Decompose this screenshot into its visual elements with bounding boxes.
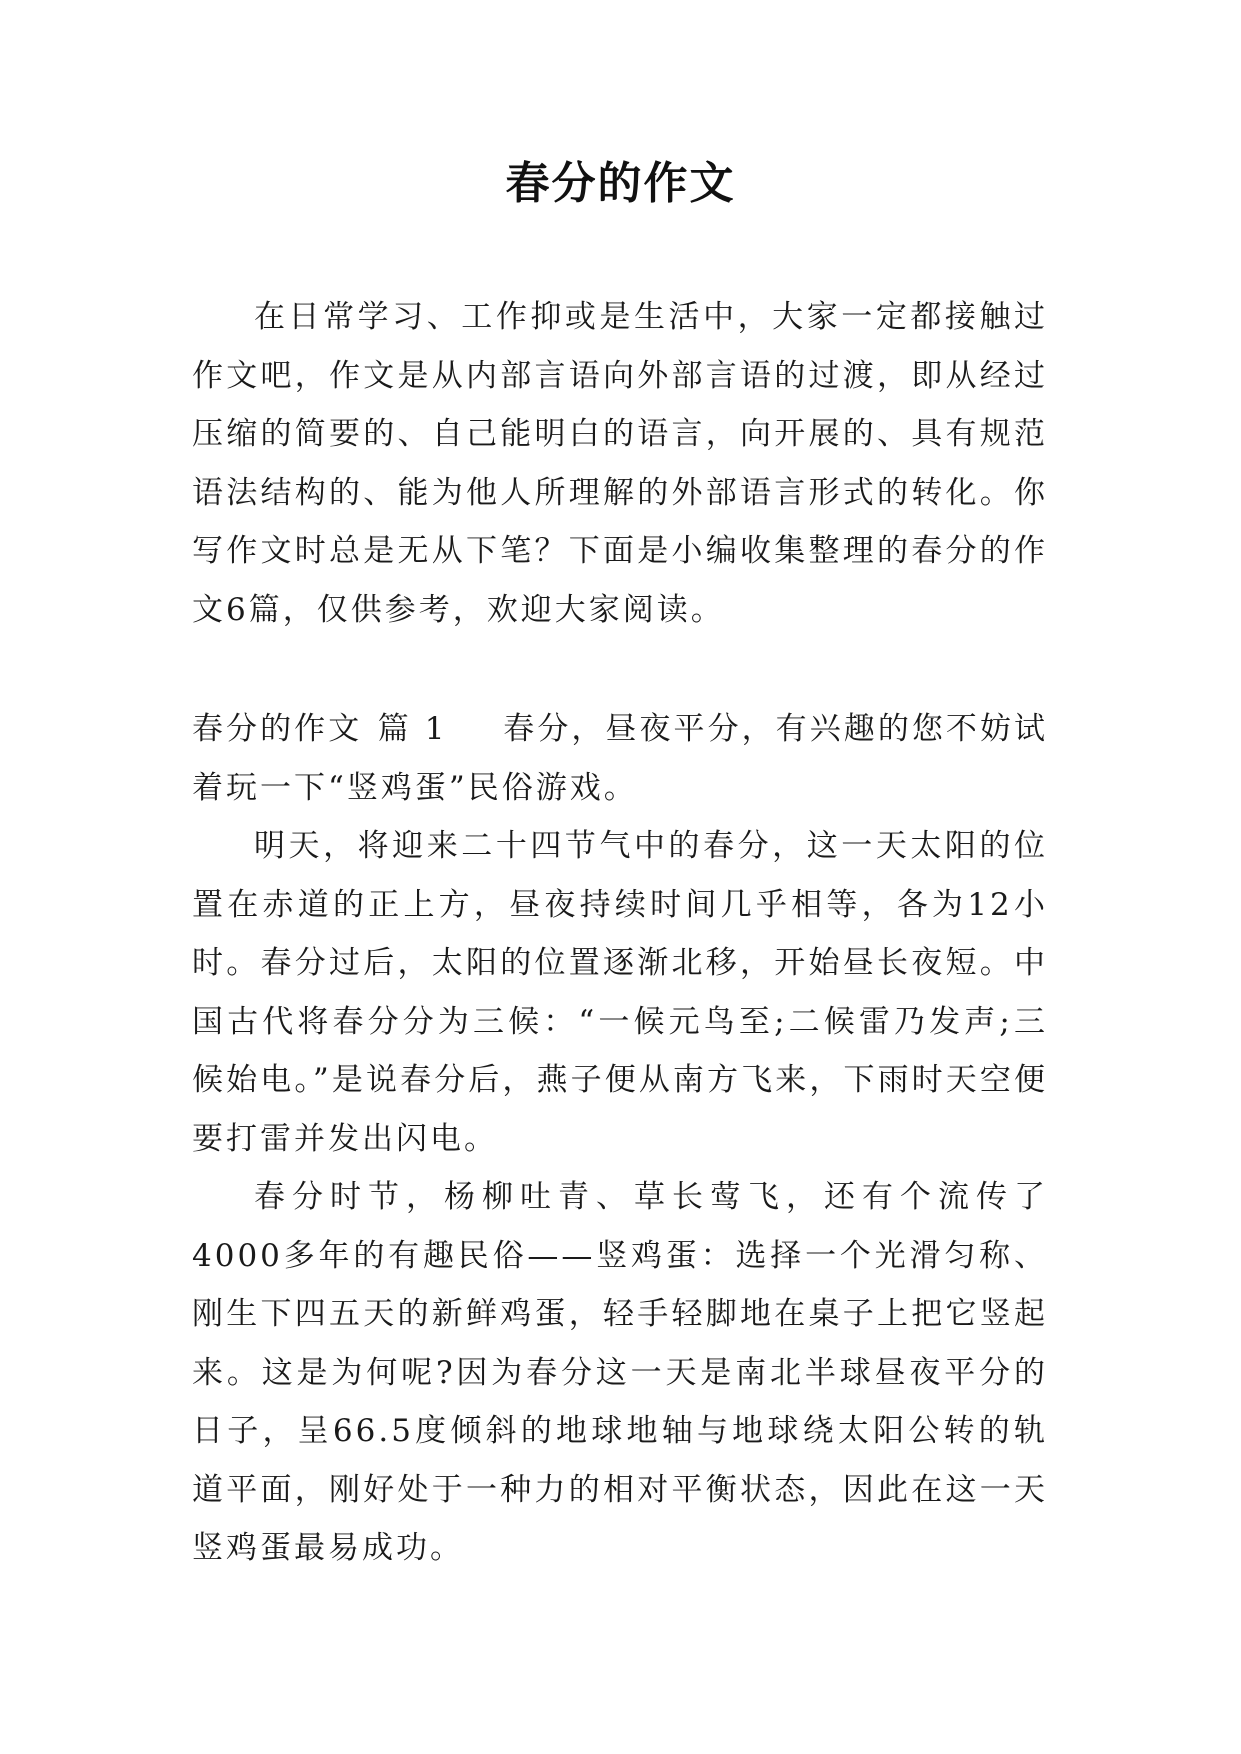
section-1-paragraph: 春分时节，杨柳吐青、草长莺飞，还有个流传了4000多年的有趣民俗——竖鸡蛋：选择一个光滑匀称、刚生下四五天的新鲜鸡蛋，轻手轻脚地在桌子上把它竖起来。这是为何呢?因为春分这一天是南北半球昼夜平分的日子，呈66.5度倾斜的地球地轴与地球绕太阳公转的轨道平面，刚好处于一种力的相对平衡状态，因此在这一天竖鸡蛋最易成功。 bbox=[192, 1179, 1048, 1566]
document-title: 春分的作文 bbox=[505, 158, 736, 209]
section-1-lead-paragraph bbox=[192, 700, 1048, 817]
section-1-heading bbox=[192, 711, 447, 747]
section-heading-text: 春分的作文 bbox=[192, 711, 363, 747]
intro-paragraph: 在日常学习、工作抑或是生活中，大家一定都接触过作文吧，作文是从内部言语向外部言语的过渡，即从经过压缩的简要的、自己能明白的语言，向开展的、具有规范语法结构的、能为他人所理解的外部语言形式的转化。你写作文时总是无从下笔？下面是小编收集整理的春分的作文6篇，仅供参考，欢迎大家阅读。 bbox=[192, 299, 1048, 628]
intro-block bbox=[192, 288, 1048, 639]
section-number: 篇 1 bbox=[377, 711, 448, 747]
section-1-paragraph: 明天，将迎来二十四节气中的春分，这一天太阳的位置在赤道的正上方，昼夜持续时间几乎相等，各为12小时。春分过后，太阳的位置逐渐北移，开始昼长夜短。中国古代将春分分为三候：“一候元鸟至;二候雷乃发声;三候始电。”是说春分后，燕子便从南方飞来，下雨时天空便要打雷并发出闪电。 bbox=[192, 828, 1048, 1157]
section-1 bbox=[192, 700, 1048, 1578]
section-1-lead: 春分，昼夜平分，有兴趣的您不妨试着玩一下“竖鸡蛋”民俗游戏。 bbox=[192, 711, 1049, 806]
